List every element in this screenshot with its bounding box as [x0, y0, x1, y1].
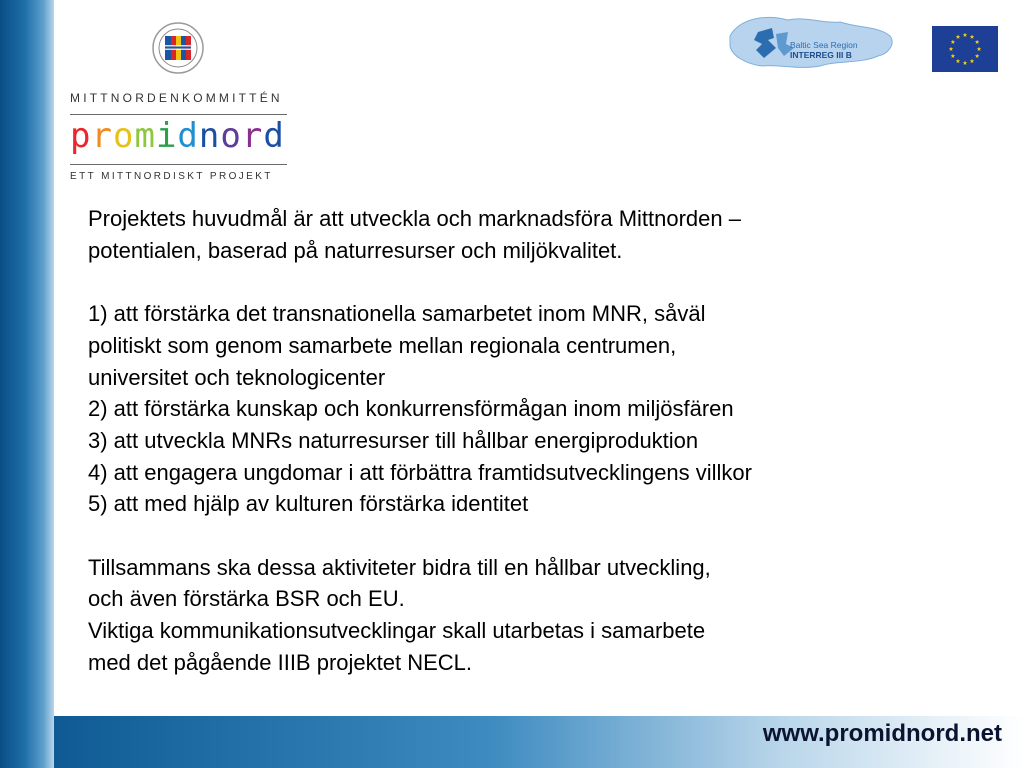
wordmark-letter: m: [134, 116, 156, 156]
mittnorden-seal-icon: [152, 22, 204, 74]
wordmark-letter: d: [263, 116, 285, 156]
tagline: ETT MITTNORDISKT PROJEKT: [70, 171, 273, 182]
left-sidebar-bar: [0, 0, 54, 768]
divider: [70, 164, 287, 165]
intro-line: potentialen, baserad på naturresurser och miljökvalitet.: [88, 237, 623, 263]
interreg-line1: Baltic Sea Region: [790, 40, 858, 50]
wordmark-letter: d: [177, 116, 199, 156]
mittnorden-logo: [70, 20, 290, 186]
closing-line: och även förstärka BSR och EU.: [88, 586, 405, 612]
closing-line: med det pågående IIIB projektet NECL.: [88, 649, 473, 675]
footer-url: www.promidnord.net: [762, 720, 1002, 747]
promidnord-wordmark: [70, 116, 285, 156]
goal-line: 4) att engagera ungdomar i att förbättra framtidsutvecklingens villkor: [88, 459, 752, 485]
goal-line: 2) att förstärka kunskap och konkurrensförmågan inom miljösfären: [88, 396, 734, 422]
wordmark-letter: o: [112, 116, 135, 156]
intro-line: Projektets huvudmål är att utveckla och marknadsföra Mittnorden –: [88, 206, 741, 231]
wordmark-letter: o: [220, 116, 242, 156]
goal-line: 3) att utveckla MNRs naturresurser till hållbar energiproduktion: [88, 427, 699, 453]
eu-flag-icon: [932, 26, 998, 72]
wordmark-letter: r: [241, 116, 264, 156]
goal-line: universitet och teknologicenter: [88, 364, 386, 390]
org-name: MITTNORDENKOMMITTÉN: [70, 91, 283, 105]
wordmark-letter: r: [91, 116, 113, 156]
main-text: [88, 203, 968, 679]
interreg-line2: INTERREG III B: [790, 50, 852, 60]
goal-line: 1) att förstärka det transnationella samarbetet inom MNR, såväl: [88, 301, 706, 327]
wordmark-letter: p: [70, 116, 92, 156]
interreg-label: [790, 40, 858, 60]
wordmark-letter: n: [198, 116, 221, 156]
wordmark-letter: i: [155, 116, 178, 156]
divider: [70, 114, 287, 115]
goal-line: politiskt som genom samarbete mellan regionala centrumen,: [88, 332, 677, 358]
goal-line: 5) att med hjälp av kulturen förstärka identitet: [88, 491, 529, 517]
closing-line: Viktiga kommunikationsutvecklingar skall utarbetas i samarbete: [88, 618, 706, 644]
closing-line: Tillsammans ska dessa aktiviteter bidra till en hållbar utveckling,: [88, 554, 711, 580]
